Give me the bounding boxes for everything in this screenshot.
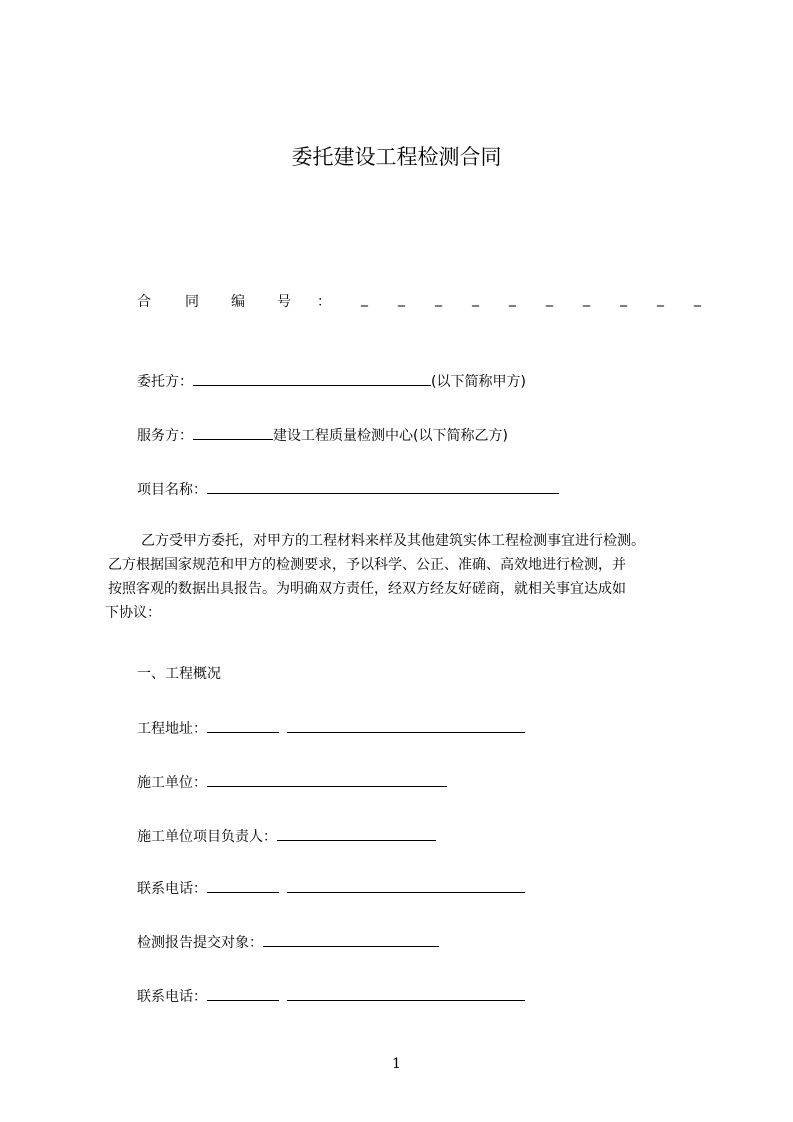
project-name-label: 项目名称： [137,482,207,498]
service-line [137,425,508,446]
client-suffix: (以下简称甲方) [431,374,526,390]
contract-number-char: 号 [277,294,291,310]
address-blank[interactable] [287,718,525,733]
phone-blank[interactable] [207,878,279,893]
construction-manager-label: 施工单位项目负责人： [137,829,277,845]
contract-number-colon: ： [317,294,331,310]
report-recipient-label: 检测报告提交对象： [137,935,263,951]
construction-manager-line [137,826,436,847]
intro-paragraph [105,529,705,625]
report-recipient-line [137,932,439,953]
client-line [137,371,526,392]
contract-number-row [137,291,712,311]
report-recipient-blank[interactable] [263,932,439,947]
service-blank[interactable] [193,425,273,440]
construction-unit-blank[interactable] [207,772,447,787]
phone-label: 联系电话： [137,989,207,1005]
project-name-line [137,479,559,500]
contract-number-blank: _ [398,291,405,307]
service-suffix: 建设工程质量检测中心(以下简称乙方) [273,428,508,444]
service-label: 服务方： [137,428,193,444]
contract-number-char: 合 [137,294,151,310]
client-label: 委托方： [137,374,193,390]
construction-unit-line [137,772,447,793]
project-name-blank[interactable] [207,479,559,494]
contract-number-char: 同 [185,294,199,310]
client-blank[interactable] [193,371,431,386]
address-line [137,718,525,739]
contract-number-blank: _ [361,291,368,307]
document-title: 委托建设工程检测合同 [291,145,502,169]
intro-line: 乙方根据国家规范和甲方的检测要求，予以科学、公正、准确、高效地进行检测，并 [108,557,626,573]
page-number: 1 [392,1056,401,1072]
construction-manager-blank[interactable] [277,826,436,841]
contract-number-char: 编 [231,294,245,310]
contract-number-blank: _ [435,291,442,307]
phone-blank[interactable] [287,878,525,893]
contract-number-blank: _ [694,291,701,307]
contract-number-blank: _ [583,291,590,307]
phone-line [137,878,525,899]
phone-label: 联系电话： [137,881,207,897]
contract-number-blank: _ [657,291,664,307]
construction-unit-label: 施工单位： [137,775,207,791]
phone-line-2 [137,986,525,1007]
address-blank[interactable] [207,718,279,733]
phone-blank[interactable] [287,986,525,1001]
intro-line: 乙方受甲方委托，对甲方的工程材料来样及其他建筑实体工程检测事宜进行检测。 [141,533,645,549]
section-heading: 一、工程概况 [137,666,221,682]
contract-number-blank: _ [620,291,627,307]
contract-number-blank: _ [509,291,516,307]
phone-blank[interactable] [207,986,279,1001]
intro-line: 按照客观的数据出具报告。为明确双方责任，经双方经友好磋商，就相关事宜达成如 [108,581,626,597]
intro-line: 下协议： [105,605,161,621]
contract-number-blank: _ [472,291,479,307]
address-label: 工程地址： [137,721,207,737]
contract-number-blank: _ [546,291,553,307]
